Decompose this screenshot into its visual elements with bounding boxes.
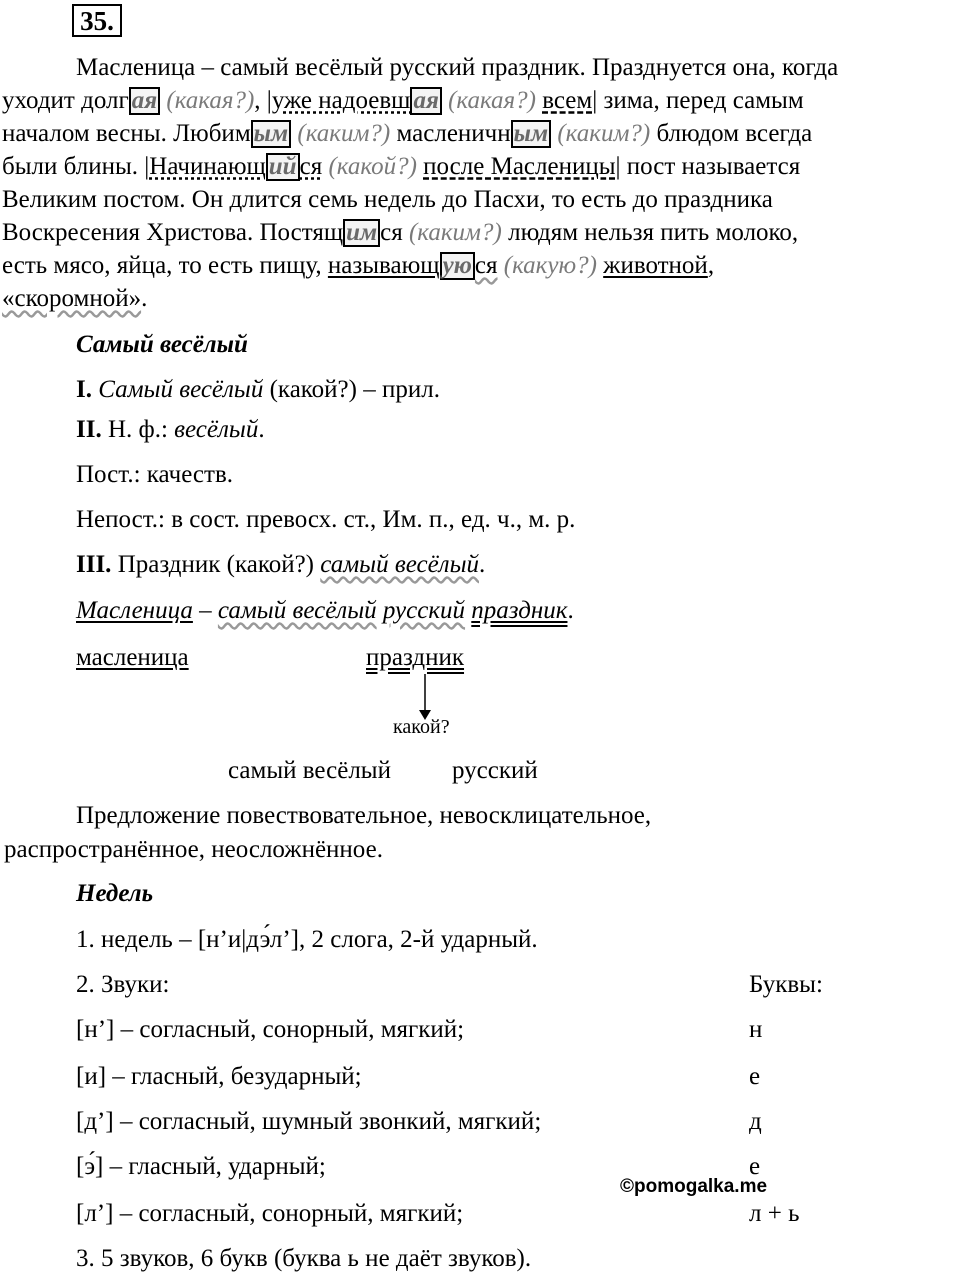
letters-label: Буквы:: [749, 971, 823, 998]
text-fragment: | зима, перед самым: [592, 87, 804, 114]
text-fragment: Воскресения Христова. Постящ: [2, 219, 344, 246]
attribute: русский: [382, 597, 466, 624]
dash: –: [192, 597, 218, 624]
question: (какой?): [322, 153, 424, 180]
tree-predicate: праздник: [366, 644, 465, 671]
ending-box: ая: [410, 87, 441, 115]
text-line-3: [2, 117, 812, 150]
letter-cell: е: [749, 1063, 761, 1090]
tree-subject: масленица: [76, 644, 189, 671]
text-fragment: , |: [254, 87, 272, 114]
sound-row: [н’] – согласный, сонорный, мягкий;: [76, 1016, 465, 1043]
analysis-point-1: [76, 376, 440, 404]
text-fragment: ся: [380, 219, 403, 246]
participle-word: ся: [299, 153, 323, 180]
ending-box: ым: [511, 120, 551, 148]
letter-cell: д: [749, 1108, 762, 1135]
question: (какая?): [160, 87, 255, 114]
analysis-text: .: [479, 551, 486, 578]
roman-numeral: III.: [76, 551, 112, 578]
ending-box: ий: [266, 153, 300, 181]
question: (каким?): [551, 120, 657, 147]
tree-arrow: [415, 674, 435, 722]
text-line-6: [2, 216, 798, 249]
sound-letter-summary: 3. 5 звуков, 6 букв (буква ь не даёт звуков).: [76, 1245, 532, 1272]
text-fragment: блюдом всегда: [656, 120, 813, 147]
text-line-5: Великим постом. Он длится семь недель до Пасхи, то есть до праздника: [2, 186, 773, 213]
dependent-word: животной: [603, 252, 708, 279]
dependent-word: после Масленицы: [423, 153, 616, 180]
text-fragment: началом весны. Любим: [2, 120, 251, 147]
section-heading: Самый весёлый: [76, 331, 248, 358]
sound-row: [и] – гласный, безударный;: [76, 1063, 362, 1090]
analysis-word: весёлый: [174, 416, 259, 443]
text-fragment: масленичн: [396, 120, 511, 147]
sounds-label: 2. Звуки:: [76, 971, 170, 998]
analysis-point-3: [76, 551, 485, 579]
ending-box: ым: [251, 120, 291, 148]
tree-question: какой?: [393, 716, 450, 738]
text-line-1: Масленица – самый весёлый русский праздник. Празднуется она, когда: [76, 54, 839, 81]
participle-word: Начинающ: [149, 153, 266, 180]
question: (каким?): [291, 120, 397, 147]
ending-box: ая: [129, 87, 160, 115]
period: .: [567, 597, 574, 624]
letter-cell: н: [749, 1016, 763, 1043]
text-fragment: были блины. |: [2, 153, 150, 180]
dependent-word: «скоромной»: [2, 285, 142, 312]
phonetic-transcription: 1. недель – [н’и|дэ́л’], 2 слога, 2-й ударный.: [76, 926, 538, 953]
analysis-constant: Пост.: качеств.: [76, 461, 233, 488]
sound-row: [д’] – согласный, шумный звонкий, мягкий;: [76, 1108, 542, 1135]
tree-dependent-1: самый весёлый: [228, 757, 391, 784]
subject: Масленица: [76, 597, 193, 624]
question: (каким?): [402, 219, 509, 246]
sound-row: [э́] – гласный, ударный;: [76, 1153, 326, 1180]
text-line-7: [2, 249, 714, 282]
participle-word: называющ: [327, 252, 440, 279]
text-fragment: людям нельзя пить молоко,: [508, 219, 799, 246]
analysis-text: .: [258, 416, 265, 443]
question: (какую?): [497, 252, 604, 279]
participle-word: ся: [474, 252, 498, 279]
ending-box: ую: [440, 252, 475, 280]
analysis-word: самый весёлый: [320, 551, 479, 578]
attribute: самый весёлый: [217, 597, 377, 624]
analysis-text: Праздник (какой?): [111, 551, 321, 578]
dependent-word: всем: [542, 87, 593, 114]
roman-numeral: I.: [76, 376, 92, 403]
sentence-summary-line-1: Предложение повествовательное, невосклицательное,: [76, 802, 652, 829]
text-fragment: есть мясо, яйца, то есть пищу,: [2, 252, 328, 279]
text-line-2: [2, 84, 804, 117]
letter-cell: е: [749, 1153, 761, 1180]
text-fragment: уходит долг: [2, 87, 129, 114]
ending-box: им: [343, 219, 380, 247]
analysis-variable: Непост.: в сост. превосх. ст., Им. п., ед. ч., м. р.: [76, 506, 576, 533]
sentence-summary-line-2: распространённое, неосложнённое.: [4, 836, 383, 863]
analysis-point-2: [76, 416, 265, 444]
text-line-4: [2, 150, 800, 183]
parsed-sentence: [76, 597, 574, 625]
participle-word: уже надоевш: [271, 87, 411, 114]
question: (какая?): [441, 87, 543, 114]
watermark: ©pomogalka.me: [620, 1176, 768, 1197]
tree-dependent-2: русский: [452, 757, 538, 784]
roman-numeral: II.: [76, 416, 102, 443]
section-heading: Недель: [76, 880, 154, 907]
text-line-8: [2, 282, 147, 315]
sound-row: [л’] – согласный, сонорный, мягкий;: [76, 1200, 464, 1227]
analysis-text: Н. ф.:: [101, 416, 175, 443]
exercise-number: 35.: [72, 4, 122, 37]
text-fragment: ,: [707, 252, 715, 279]
analysis-word: Самый весёлый: [91, 376, 264, 403]
predicate: праздник: [471, 597, 568, 624]
analysis-text: (какой?) – прил.: [263, 376, 440, 403]
letter-cell: л + ь: [749, 1200, 800, 1227]
text-fragment: | пост называется: [615, 153, 801, 180]
text-fragment: .: [141, 285, 148, 312]
